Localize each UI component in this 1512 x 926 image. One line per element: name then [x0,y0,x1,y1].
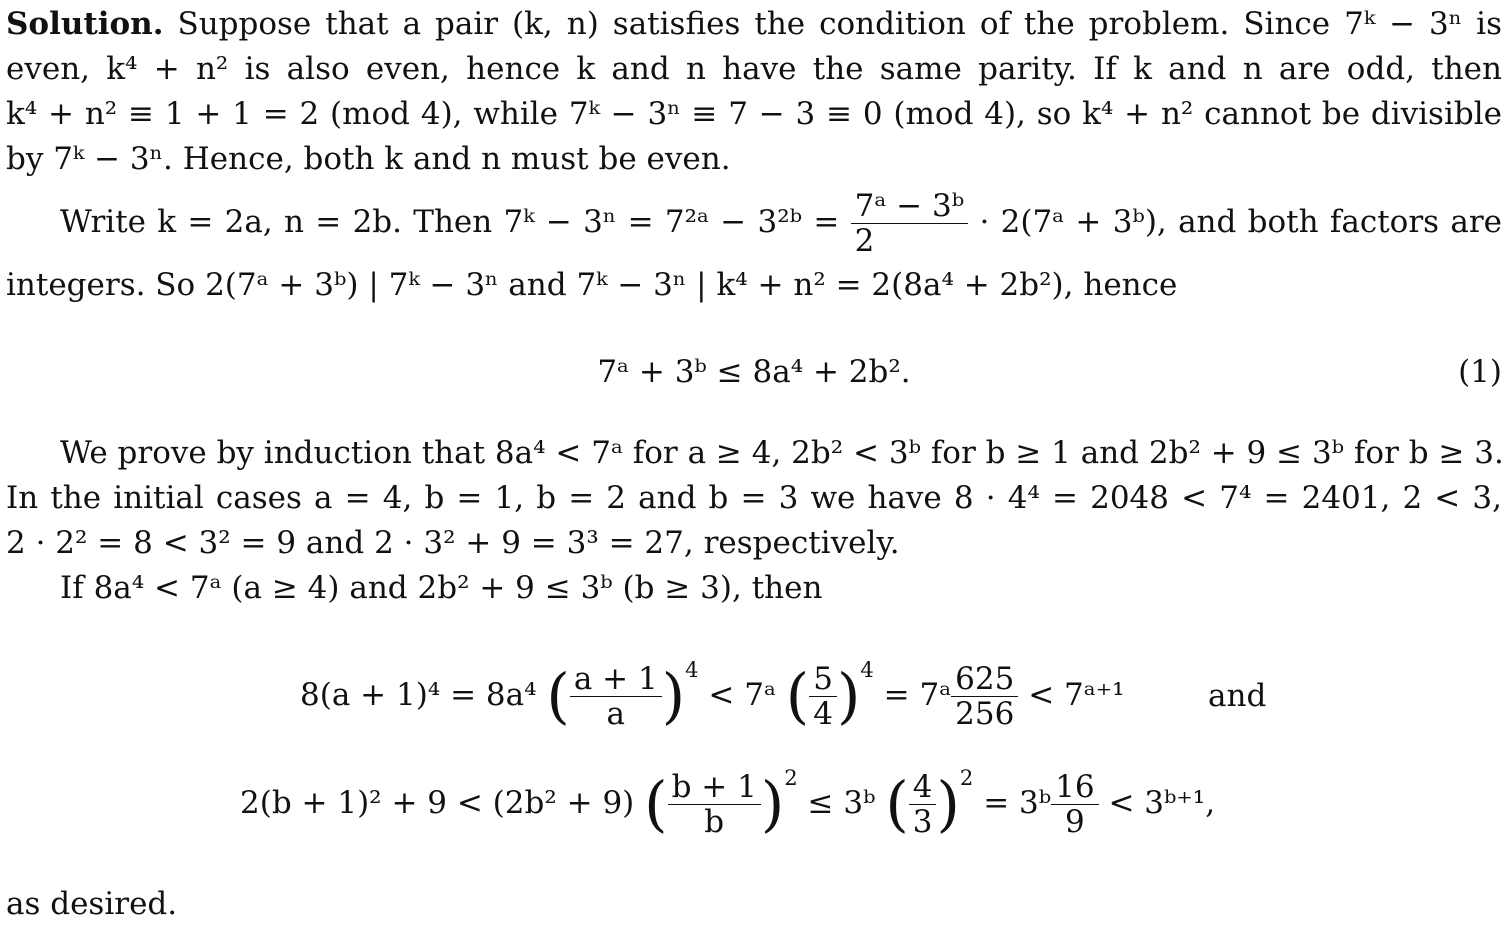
paragraph3-line1: We prove by induction that 8a⁴ < 7ᵃ for a ≥ 4, 2b² < 3ᵇ for b ≥ 1 and 2b² + 9 ≤ 3ᵇ for b ≥ 3. [60,435,1504,471]
fraction-numerator: 625 [951,662,1018,697]
left-paren: ( [885,769,909,840]
display-inequality-a [300,648,1125,731]
fraction-denominator: b [704,804,725,840]
equation-1-text: 7ᵃ + 3ᵇ ≤ 8a⁴ + 2b². [597,354,911,390]
paragraph1-line1-text: Suppose that a pair (k, n) satisfies the condition of the problem. Since 7ᵏ − 3ⁿ is [163,6,1502,42]
fraction-numerator: 7ᵃ − 3ᵇ [851,189,968,224]
display2-fraction-2 [909,770,937,839]
fraction-denominator: 2 [854,223,875,259]
exponent: 4 [685,657,699,682]
paragraph1-line1 [6,2,1502,46]
paragraph2-line1 [60,178,1502,266]
display1-eq: = 7ᵃ [883,677,952,713]
display1-fraction-1 [570,662,662,731]
display1-end: < 7ᵃ⁺¹ [1028,677,1125,713]
display2-fraction-3 [1051,770,1098,839]
paragraph2-after-fraction: · 2(7ᵃ + 3ᵇ), and both factors are [979,204,1502,240]
display-inequality-b [240,756,1215,839]
paragraph3-line2: In the initial cases a = 4, b = 1, b = 2 and b = 3 we have 8 · 4⁴ = 2048 < 7⁴ = 2401, 2 < 3, [6,480,1502,516]
paragraph1-line3: k⁴ + n² ≡ 1 + 1 = 2 (mod 4), while 7ᵏ − 3ⁿ ≡ 7 − 3 ≡ 0 (mod 4), so k⁴ + n² cannot be divisible [6,96,1502,132]
paragraph3-line4: If 8a⁴ < 7ᵃ (a ≥ 4) and 2b² + 9 ≤ 3ᵇ (b ≥ 3), then [60,570,823,606]
right-paren: ) [760,769,785,840]
fraction-denominator: 4 [813,696,833,732]
fraction-numerator: a + 1 [570,662,662,697]
display2-fraction-1 [668,770,761,839]
equation-1-number: (1) [1458,354,1502,390]
fraction-denominator: 3 [912,804,933,840]
paragraph1-line4: by 7ᵏ − 3ⁿ. Hence, both k and n must be even. [6,141,731,177]
fraction-numerator: 16 [1051,770,1098,805]
exponent: 4 [860,657,874,682]
right-paren: ) [661,661,686,732]
equation-1 [6,350,1502,394]
paragraph2-fraction [851,189,968,258]
left-paren: ( [644,769,668,840]
fraction-numerator: 4 [909,770,937,805]
paragraph2-line2: integers. So 2(7ᵃ + 3ᵇ) | 7ᵏ − 3ⁿ and 7ᵏ − 3ⁿ | k⁴ + n² = 2(8a⁴ + 2b²), hence [6,267,1178,303]
right-paren: ) [936,769,960,840]
paragraph1-line2: even, k⁴ + n² is also even, hence k and n have the same parity. If k and n are odd, then [6,51,1502,87]
left-paren: ( [785,661,810,732]
fraction-denominator: a [606,696,626,732]
left-paren: ( [546,661,570,732]
display2-lhs: 2(b + 1)² + 9 < (2b² + 9) [240,785,635,821]
fraction-numerator: 5 [809,662,837,697]
fraction-denominator: 9 [1065,804,1085,840]
fraction-numerator: b + 1 [668,770,761,805]
display1-fraction-2 [809,662,837,731]
fraction-denominator: 256 [955,696,1015,732]
display1-fraction-3 [951,662,1018,731]
display2-mid: ≤ 3ᵇ [807,785,876,821]
display1-mid: < 7ᵃ [708,677,776,713]
exponent: 2 [784,765,798,790]
paragraph3-line3: 2 · 2² = 8 < 3² = 9 and 2 · 3² + 9 = 3³ = 27, respectively. [6,525,900,561]
exponent: 2 [959,765,974,790]
display1-and: and [1208,678,1267,714]
paragraph2-before-fraction: Write k = 2a, n = 2b. Then 7ᵏ − 3ⁿ = 7²ᵃ − 3²ᵇ = [60,204,840,240]
right-paren: ) [836,661,861,732]
closing-line: as desired. [6,886,178,922]
display1-lhs: 8(a + 1)⁴ = 8a⁴ [300,677,537,713]
display2-eq: = 3ᵇ [983,785,1052,821]
display2-end: < 3ᵇ⁺¹, [1108,785,1216,821]
solution-label: Solution. [6,6,164,42]
